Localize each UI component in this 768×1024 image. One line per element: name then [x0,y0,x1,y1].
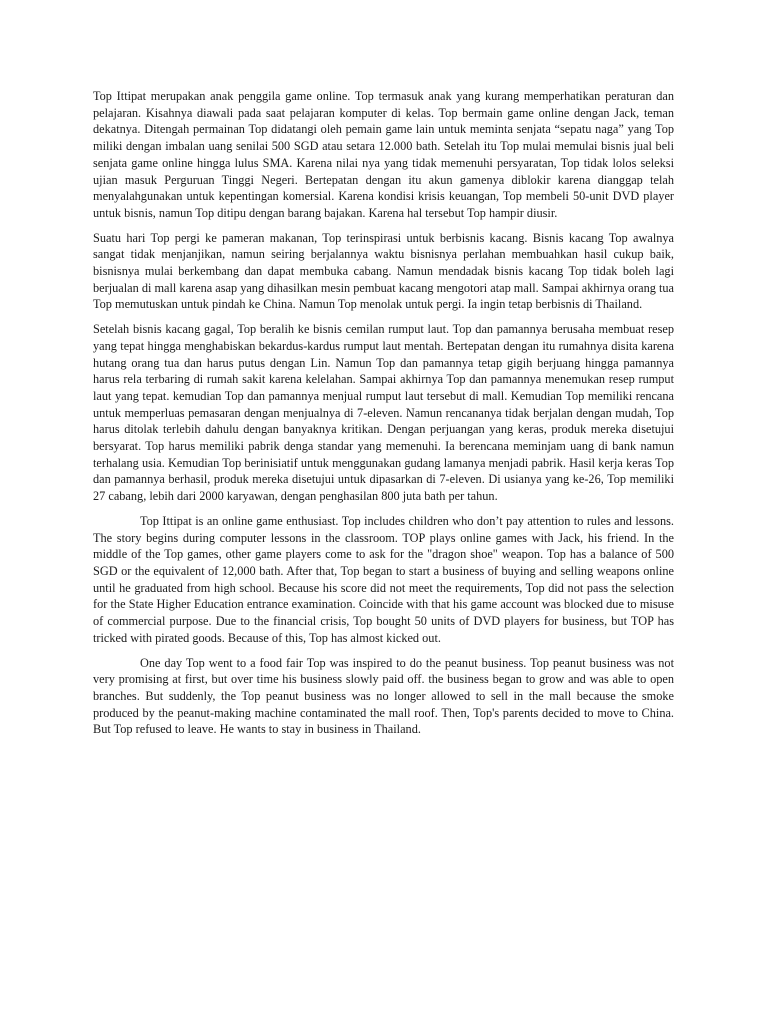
paragraph-english-2: One day Top went to a food fair Top was inspired to do the peanut business. Top peanut business was not very promising at first, but over time his business slowly paid off. the business began to grow and was able to open branches. But suddenly, the Top peanut business was no longer allowed to sell in the mall because the smoke produced by the peanut-making machine contaminated the mall roof. Then, Top's parents decided to move to China. But Top refused to leave. He wants to stay in business in Thailand. [93,655,674,737]
paragraph-indonesian-2: Suatu hari Top pergi ke pameran makanan, Top terinspirasi untuk berbisnis kacang. Bisnis kacang Top awalnya sangat tidak menjanjikan, namun seiring berjalannya waktu bisnisnya perlahan membuahkan hasil cukup baik, bisnisnya mulai berkembang dan dapat membuka cabang. Namun mendadak bisnis kacang Top tidak boleh lagi berjualan di mall karena asap yang dihasilkan mesin pembuat kacang mengotori atap mall. Sampai akhirnya orang tua Top memutuskan untuk pindah ke China. Namun Top menolak untuk pergi. Ia ingin tetap berbisnis di Thailand. [93,230,674,312]
paragraph-english-1: Top Ittipat is an online game enthusiast. Top includes children who don’t pay attention to rules and lessons. The story begins during computer lessons in the classroom. TOP plays online games with Jack, his friend. In the middle of the Top games, other game players come to ask for the "dragon shoe" weapon. Top has a balance of 500 SGD or the equivalent of 12,000 bath. After that, Top began to start a business of buying and selling weapons online until he graduated from high school. Because his score did not meet the requirements, Top did not pass the selection for the State Higher Education entrance examination. Coincide with that his game account was blocked due to misuse of commercial purpose. Due to the financial crisis, Top bought 50 units of DVD players for business, but TOP has tricked with pirated goods. Because of this, Top has almost kicked out. [93,513,674,645]
document-page [93,88,674,746]
paragraph-indonesian-3: Setelah bisnis kacang gagal, Top beralih ke bisnis cemilan rumput laut. Top dan pamannya berusaha membuat resep yang tepat hingga menghabiskan bekardus-kardus rumput laut mentah. Bertepatan dengan itu rumahnya disita karena hutang orang tua dan harus putus dengan Lin. Namun Top dan pamannya tetap gigih berjuang hingga pamannya harus rela terbaring di rumah sakit karena kelelahan. Sampai akhirnya Top dan pamannya menemukan resep rumput laut yang tepat. kemudian Top dan pamannya menjual rumput laut tersebut di mall. Kemudian Top memiliki rencana untuk memperluas pemasaran dengan menjualnya di 7-eleven. Namun rencananya tidak berjalan dengan mudah, Top harus ditolak terlebih dahulu dengan banyaknya kritikan. Dengan perjuangan yang keras, produk mereka disetujui bersyarat. Top harus memiliki pabrik denga standar yang memenuhi. Ia berencana meminjam uang di bank namun terhalang usia. Kemudian Top berinisiatif untuk menggunakan gudang lamanya menjadi pabrik. Hasil kerja keras Top dan pamannya berhasil, produk mereka disetujui untuk dipasarkan di 7-eleven. Di usianya yang ke-26, Top memiliki 27 cabang, lebih dari 2000 karyawan, dengan penghasilan 800 juta bath per tahun. [93,322,674,504]
paragraph-indonesian-1: Top Ittipat merupakan anak penggila game online. Top termasuk anak yang kurang memperhatikan peraturan dan pelajaran. Kisahnya diawali pada saat pelajaran komputer di kelas. Top bermain game online dengan Jack, teman dekatnya. Ditengah permainan Top didatangi oleh pemain game lain untuk meminta senjata “sepatu naga” yang Top miliki dengan imbalan uang senilai 500 SGD atau setara 12.000 bath. Setelah itu Top mulai memulai bisnis jual beli senjata game online hingga lulus SMA. Karena nilai nya yang tidak memenuhi persyaratan, Top tidak lolos seleksi ujian masuk Perguruan Tinggi Negeri. Bertepatan dengan itu akun gamenya diblokir karena dianggap telah menyalahgunakan untuk kepentingan komersial. Karena kondisi krisis keuangan, Top membeli 50-unit DVD player untuk bisnis, namun Top ditipu dengan barang bajakan. Karena hal tersebut Top hampir diusir. [93,89,674,220]
